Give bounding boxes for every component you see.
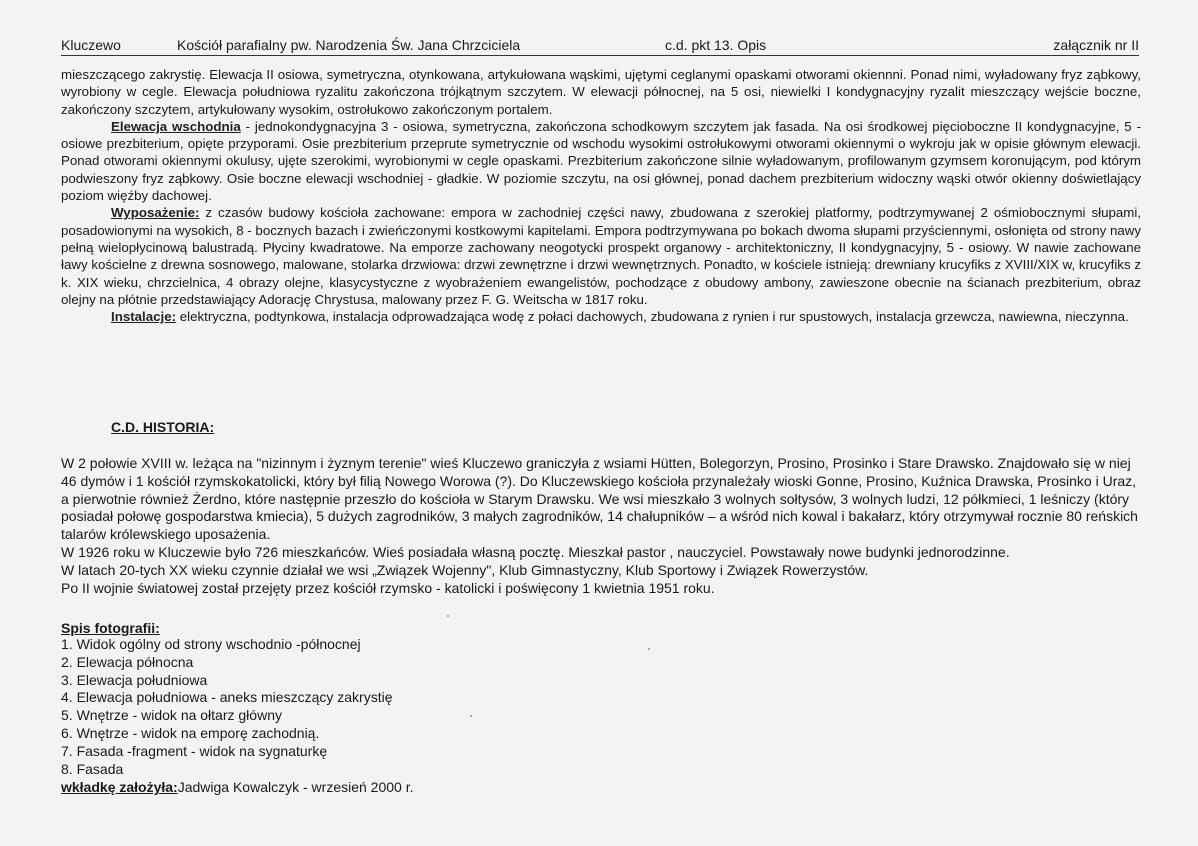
photo-list xyxy=(61,636,392,778)
photo-list-item: 6. Wnętrze - widok na emporę zachodnią. xyxy=(61,724,320,741)
author-line xyxy=(61,779,414,795)
header-rule xyxy=(61,55,1139,56)
east-elevation-text: - jednokondygnacyjna 3 - osiowa, symetryczna, zakończona schodkowym szczytem jak fasada. Na osi środkowej pięcioboczne II kondygnacyjne, 5 - osiowe prezbiterium, opięte przyporami. Osie prezbiterium przeprute symetrycznie od wschodu wysokimi ostrołukowymi otworami okiennymi o wykroju jak w opisie głównym elewacji. Ponad otworami okiennymi okulusy, ujęte szerokimi, wyrobionymi w cegle opaskami. Prezbiterium zakończone silnie wyładowanym, profilowanym gzymsem koronującym, pod którym podwieszony fryz ząbkowy. Osie boczne elewacji wschodniej - gładkie. W poziomie szczytu, na osi głównej, ponad dachem prezbiterium widoczny wąski otwór okienny doświetlający poziom więźby dachowej. xyxy=(61,118,1141,204)
header-church: Kościół parafialny pw. Narodzenia Św. Jana Chrzciciela xyxy=(177,37,521,53)
east-elevation-paragraph xyxy=(61,118,1141,204)
equipment-label: Wyposażenie: xyxy=(111,205,200,221)
history-heading: C.D. HISTORIA: xyxy=(111,419,215,435)
author-value: Jadwiga Kowalczyk - wrzesień 2000 r. xyxy=(177,779,414,795)
photo-list-item: 1. Widok ogólny od strony wschodnio -północnej xyxy=(61,636,361,652)
photo-list-item: 7. Fasada -fragment - widok na sygnaturkę xyxy=(61,742,328,759)
photo-list-item: 8. Fasada xyxy=(61,760,124,777)
scan-speck xyxy=(648,648,650,650)
document-header xyxy=(61,37,1139,55)
history-paragraph-3: W latach 20-tych XX wieku czynnie działał we wsi „Związek Wojenny", Klub Gimnastyczny, Klub Sportowy i Związek Rowerzystów. xyxy=(61,561,869,578)
photo-list-item: 5. Wnętrze - widok na ołtarz główny xyxy=(61,707,282,724)
header-attachment: załącznik nr II xyxy=(1053,37,1139,53)
header-place: Kluczewo xyxy=(61,37,121,53)
equipment-text: z czasów budowy kościoła zachowane: empora w zachodniej części nawy, zbudowana z szerokiej platformy, podtrzymywanej 2 ośmiobocznymi słupami, posadowionymi na wysokich, 8 - bocznych bazach i zwieńczonymi kostkowymi kapitelami. Empora podtrzymywana po bokach dwoma słupami przyściennymi, osłonięta od strony nawy pełną wielopłycinową balustradą. Płyciny kwadratowe. Na emporze zachowany neogotycki prospekt organowy - architektoniczny, II kondygnacyjny, 5 - osiowy. W nawie zachowane ławy kościelne z drewna sosnowego, malowane, stolarka drzwiowa: drzwi zewnętrzne i drzwi wewnętrznych. Ponadto, w kościele istnieją: drewniany krucyfiks z XVIII/XIX w, krucyfiks z k. XIX wieku, chrzcielnica, 4 obrazy olejne, klasycystyczne z wyobrażeniem ewangelistów, pochodzące z obudowy ambony, zawieszone obecnie na ścianach prezbiterium, obraz olejny na płótnie przedstawiający Adorację Chrystusa, malowany przez F. G. Weitscha w 1817 roku. xyxy=(61,205,1141,307)
east-elevation-label: Elewacja wschodnia xyxy=(111,118,241,134)
description-paragraph: mieszczącego zakrystię. Elewacja II osiowa, symetryczna, otynkowana, artykułowana wąskimi, ujętymi ceglanymi opaskami otworami okiennni. Ponad nimi, wyładowany fryz ząbkowy, wyrobiony w cegle. Elewacja południowa ryzalitu zakończona trójkątnym szczytem. W elewacji północnej, na 5 osi, niewielki I kondygnacyjny ryzalit mieszczący wejście boczne, zakończony szczytem, artykułowany wysokim, ostrołukowo zakończonym portalem. xyxy=(61,67,1141,117)
history-paragraph-4: Po II wojnie światowej został przejęty przez kościół rzymsko - katolicki i poświęcony 1 kwietnia 1951 roku. xyxy=(61,579,715,596)
equipment-paragraph xyxy=(61,204,1141,308)
scan-speck xyxy=(447,615,449,617)
photo-list-item: 4. Elewacja południowa - aneks mieszczący zakrystię xyxy=(61,689,393,706)
header-section: c.d. pkt 13. Opis xyxy=(665,37,767,53)
author-label: wkładkę założyła: xyxy=(61,779,178,795)
photo-list-item: 2. Elewacja północna xyxy=(61,653,194,670)
photo-list-item: 3. Elewacja południowa xyxy=(61,671,208,688)
scan-speck xyxy=(470,715,472,717)
history-paragraph-1: W 2 połowie XVIII w. leżąca na "nizinnym i żyznym terenie" wieś Kluczewo graniczyła z wsiami Hütten, Bolegorzyn, Prosino, Prosinko i Stare Drawsko. Znajdowało się w niej 46 dymów i 1 kościół rzymskokatolicki, który był filią Nowego Worowa (?). Do Kluczewskiego kościoła przynależały wioski Gonne, Prosino, Kuźnica Drawska, Prosinko i Uraz, a pierwotnie również Żerdno, które następnie przeszło do kościoła w Starym Drawsku. We wsi mieszkało 3 wolnych sołtysów, 3 wolnych ludzi, 12 półkmieci, 1 leśniczy (który posiadał połowę gospodarstwa kmiecia), 5 dużych zagrodników, 3 małych zagrodników, 14 chałupników – a wśród nich kowal i bakałarz, który otrzymywał rocznie 80 reńskich talarów królewskiego uposażenia. xyxy=(61,455,1138,543)
installations-label: Instalacje: xyxy=(111,309,177,325)
description-section xyxy=(61,66,1141,325)
history-paragraph-2: W 1926 roku w Kluczewie było 726 mieszkańców. Wieś posiadała własną pocztę. Mieszkał pastor , nauczyciel. Powstawały nowe budynki jednorodzinne. xyxy=(61,543,1010,560)
installations-text: elektryczna, podtynkowa, instalacja odprowadzająca wodę z połaci dachowych, zbudowana z rynien i rur spustowych, instalacja grzewcza, nawiewna, nieczynna. xyxy=(179,309,1129,325)
installations-paragraph xyxy=(61,308,1141,325)
history-section xyxy=(61,455,1141,597)
photo-list-heading: Spis fotografii: xyxy=(61,620,160,636)
